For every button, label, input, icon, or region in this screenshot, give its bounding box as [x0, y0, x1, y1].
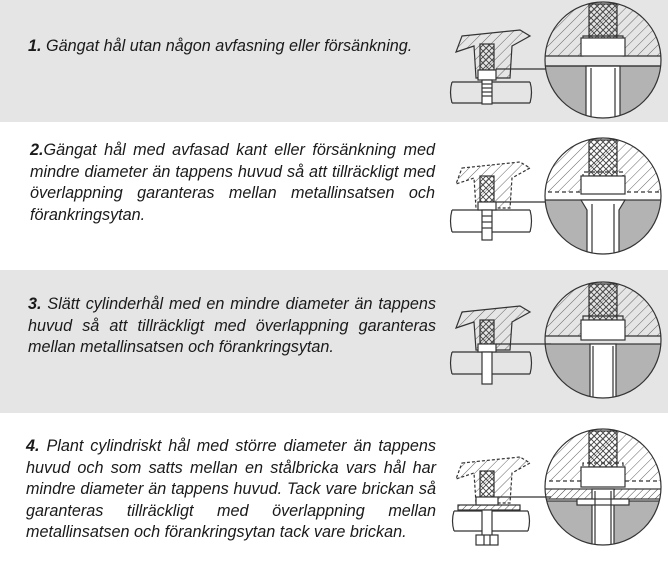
item-illustration-4 — [0, 413, 668, 577]
item-number-2: 2. — [30, 141, 44, 159]
item-illustration-3 — [0, 270, 668, 413]
item-description-1: Gängat hål utan någon avfasning eller försänkning. — [41, 37, 413, 55]
item-number-1: 1. — [28, 37, 42, 55]
item-row-3 — [0, 270, 668, 413]
item-row-2 — [0, 122, 668, 270]
item-row-4 — [0, 413, 668, 577]
item-description-3: Slätt cylinderhål med en mindre diameter än tappens huvud så att tillräckligt med överlappning garanteras mellan metallinsatsen och förankringsytan. — [28, 295, 436, 357]
detail-view — [543, 0, 663, 122]
small-view — [451, 30, 552, 104]
item-number-4: 4. — [26, 437, 40, 455]
item-description-2: Gängat hål med avfasad kant eller försänkning med mindre diameter än tappens huvud så att tillräckligt med överlappning garanteras mellan metallinsatsen och förankringsytan. — [30, 141, 435, 224]
item-number-3: 3. — [28, 295, 42, 313]
item-description-4: Plant cylindriskt hål med större diameter än tappens huvud och som satts mellan en stålbricka vars hål har mindre diameter än tappens huvud. Tack vare brickan så garanteras tillräckligt med överlappning mellan metallinsatsen och förankringsytan tack vare brickan. — [26, 437, 436, 542]
item-illustration-2 — [0, 122, 668, 270]
item-row-1 — [0, 0, 668, 122]
item-illustration-1 — [0, 0, 668, 122]
